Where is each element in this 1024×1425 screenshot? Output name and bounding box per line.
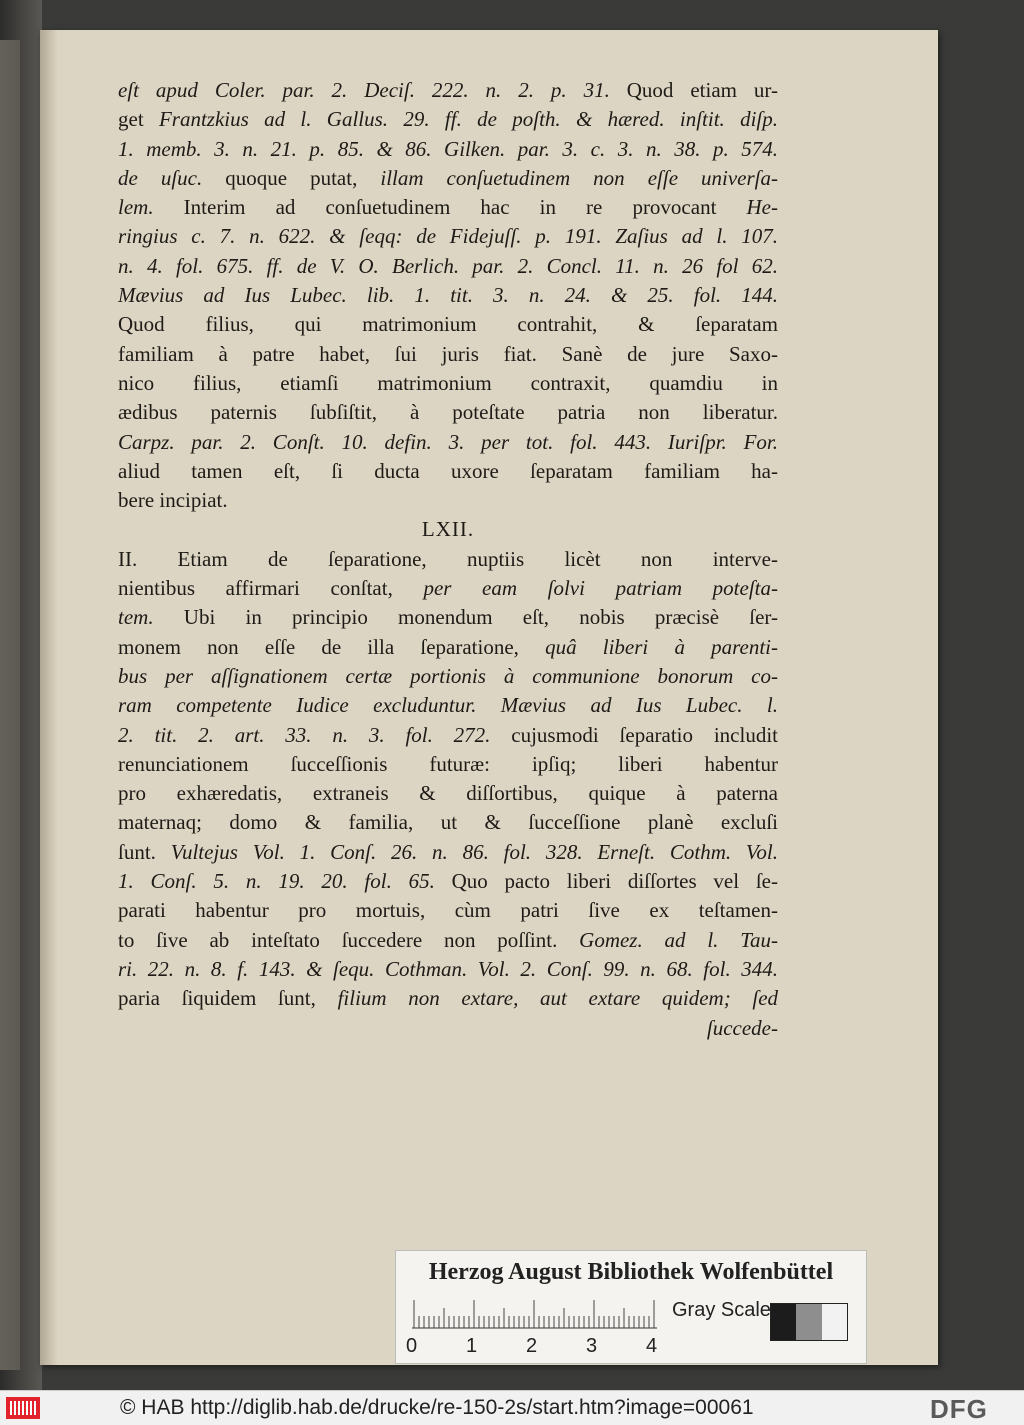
text-run: familiam à patre habet, ſui juris fiat. Sanè de jure Saxo-	[118, 341, 778, 366]
text-line	[118, 867, 778, 896]
text-line	[118, 193, 778, 222]
text-line	[118, 340, 778, 369]
text-run: get	[118, 107, 159, 132]
italic-run: n. 4. fol. 675. ff. de V. O. Berlich. par. 2. Concl. 11. n. 26 fol 62.	[118, 253, 778, 278]
text-run: Ubi in principio monendum eſt, nobis præcisè ſer-	[153, 605, 778, 630]
ruler-number: 4	[646, 1335, 658, 1357]
text-run: monem non eſſe de illa ſeparatione,	[118, 634, 546, 659]
italic-run: de uſuc.	[118, 165, 203, 190]
italic-run: quâ liberi à parenti-	[545, 634, 778, 659]
text-line	[118, 779, 778, 808]
text-line	[118, 662, 778, 691]
ruler-numbers	[406, 1335, 676, 1357]
text-line	[118, 721, 778, 750]
text-line	[118, 1014, 778, 1043]
gray-scale-swatches	[770, 1303, 848, 1341]
text-line	[118, 545, 778, 574]
text-line	[118, 633, 778, 662]
text-line	[118, 486, 778, 515]
dfg-logo: DFG	[930, 1394, 988, 1424]
italic-run: ringius c. 7. n. 622. & ſeqq: de Fidejuſſ. p. 191. Zaſius ad l. 107.	[118, 224, 778, 249]
italic-run: Carpz. par. 2. Conſt. 10. defin. 3. per tot. fol. 443. Iuriſpr. For.	[118, 429, 778, 454]
italic-run: 1. memb. 3. n. 21. p. 85. & 86. Gilken. par. 3. c. 3. n. 38. p. 574.	[118, 136, 778, 161]
italic-run: Mævius ad Ius Lubec. lib. 1. tit. 3. n. 24. & 25. fol. 144.	[118, 283, 778, 308]
gray-swatch	[822, 1304, 847, 1340]
text-run: maternaq; domo & familia, ut & ſucceſſione planè excluſi	[118, 810, 778, 835]
text-run: Quod etiam ur-	[609, 78, 778, 102]
footer-url[interactable]: © HAB http://diglib.hab.de/drucke/re-150-2s/start.htm?image=00061	[120, 1396, 754, 1419]
library-label	[395, 1250, 867, 1364]
text-line	[118, 984, 778, 1013]
italic-run: 2. tit. 2. art. 33. n. 3. fol. 272.	[118, 722, 491, 747]
italic-run: per eam ſolvi patriam poteſta-	[423, 576, 778, 601]
gray-swatch	[771, 1304, 796, 1340]
library-name: Herzog August Bibliothek Wolfenbüttel	[428, 1259, 834, 1285]
gray-swatch	[796, 1304, 821, 1340]
text-run: cujusmodi ſeparatio includit	[490, 722, 778, 747]
text-line	[118, 926, 778, 955]
text-run: quoque putat,	[202, 165, 381, 190]
text-line	[118, 838, 778, 867]
ruler-number: 0	[406, 1335, 418, 1357]
text-line	[118, 603, 778, 632]
text-line	[118, 281, 778, 310]
text-line	[118, 369, 778, 398]
scale-ruler	[412, 1299, 657, 1329]
italic-run: illam conſuetudinem non eſſe univerſa-	[380, 165, 779, 190]
italic-run: tem.	[118, 605, 154, 630]
italic-run: eſt apud Coler. par. 2. Deciſ. 222. n. 2. p. 31.	[118, 78, 610, 102]
page-gutter-shade	[40, 30, 58, 1365]
text-line	[118, 310, 778, 339]
italic-run: ram competente Iudice excluduntur. Mævius ad Ius Lubec. l.	[118, 693, 778, 718]
text-run: ædibus paternis ſubſiſtit, à poteſtate patria non liberatur.	[118, 400, 778, 425]
section-heading	[118, 515, 778, 544]
text-run: ſunt.	[118, 839, 171, 864]
text-run: to ſive ab inteſtato ſuccedere non poſſint.	[118, 927, 580, 952]
text-line	[118, 222, 778, 251]
italic-run: lem.	[118, 195, 154, 220]
text-line	[118, 164, 778, 193]
gray-scale-label: Gray Scale	[672, 1299, 771, 1321]
text-line	[118, 574, 778, 603]
text-line	[118, 398, 778, 427]
text-run: LXII.	[421, 517, 475, 542]
text-run: nientibus affirmari conſtat,	[118, 576, 424, 601]
italic-run: ſuccede-	[706, 1015, 778, 1040]
text-line	[118, 457, 778, 486]
text-run: nico filius, etiamſi matrimonium contraxit, quamdiu in	[118, 370, 778, 395]
text-run: parati habentur pro mortuis, cùm patri ſive ex teſtamen-	[118, 898, 778, 923]
footer-bar	[0, 1390, 1024, 1425]
text-run: paria ſiquidem ſunt,	[118, 986, 338, 1011]
text-line	[118, 428, 778, 457]
ruler-number: 3	[586, 1335, 598, 1357]
text-line	[118, 750, 778, 779]
text-line	[118, 105, 778, 134]
italic-run: Vultejus Vol. 1. Conſ. 26. n. 86. fol. 328. Erneſt. Cothm. Vol.	[170, 839, 778, 864]
italic-run: bus per aſſignationem certæ portionis à communione bonorum co-	[118, 663, 778, 688]
text-run: Quod filius, qui matrimonium contrahit, & ſeparatam	[118, 312, 778, 337]
italic-run: 1. Conſ. 5. n. 19. 20. fol. 65.	[118, 869, 435, 894]
spine-edge	[0, 40, 20, 1370]
text-line	[118, 76, 778, 105]
page-text	[118, 76, 778, 1043]
text-line	[118, 808, 778, 837]
italic-run: filium non extare, aut extare quidem; ſed	[337, 986, 779, 1011]
hab-logo-icon	[6, 1397, 40, 1419]
text-line	[118, 691, 778, 720]
italic-run: He-	[746, 195, 778, 220]
text-line	[118, 135, 778, 164]
text-run: pro exhæredatis, extraneis & diſſortibus, quique à paterna	[118, 781, 778, 806]
text-run: Interim ad conſuetudinem hac in re provocant	[153, 195, 747, 220]
italic-run: Gomez. ad l. Tau-	[579, 927, 778, 952]
text-run: bere incipiat.	[118, 488, 228, 513]
italic-run: ri. 22. n. 8. f. 143. & ſequ. Cothman. Vol. 2. Conſ. 99. n. 68. fol. 344.	[118, 956, 778, 981]
text-line	[118, 955, 778, 984]
text-run: II. Etiam de ſeparatione, nuptiis licèt non interve-	[118, 546, 778, 571]
ruler-number: 2	[526, 1335, 538, 1357]
text-run: aliud tamen eſt, ſi ducta uxore ſeparatam familiam ha-	[118, 458, 778, 483]
text-line	[118, 252, 778, 281]
text-run: renunciationem ſucceſſionis futuræ: ipſiq; liberi habentur	[118, 751, 778, 776]
italic-run: Frantzkius ad l. Gallus. 29. ff. de poſth. & hæred. inſtit. diſp.	[158, 107, 779, 132]
text-line	[118, 896, 778, 925]
ruler-number: 1	[466, 1335, 478, 1357]
text-run: Quo pacto liberi diſſortes vel ſe-	[434, 869, 778, 894]
